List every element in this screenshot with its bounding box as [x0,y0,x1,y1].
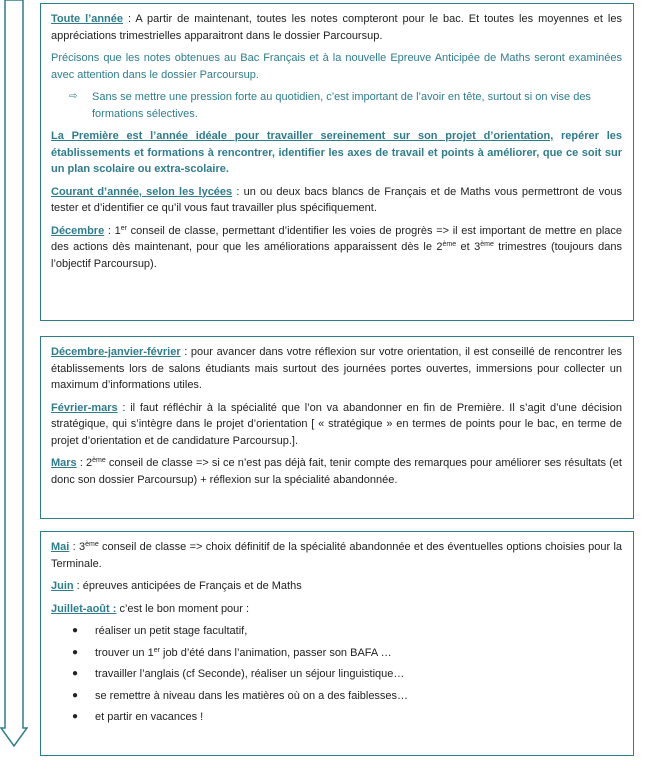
paragraph-premiere-ideal: La Première est l’année idéale pour travailler sereinement sur son projet d’orientation, repérer les établissements et formations à rencontrer, identifier les axes de travail et points à améliorer, que ce soit sur un plan scolaire ou extra-scolaire. [51,130,622,175]
note-text: Sans se mettre une pression forte au quotidien, c’est important de l’avoir en tête, surtout si on vise des formations sélectives. [92,91,591,120]
label-during-year: Courant d’année, selon les lycées [51,185,233,198]
list-item: ● se remettre à niveau dans les matières où on a des faiblesses… [51,688,622,705]
label-summer: Juillet-août : [51,602,117,615]
paragraph-december: Décembre : 1er conseil de classe, permettant d’identifier les voies de progrès => il est important de mettre en place des actions dès maintenant, pour que les améliorations apparaissent dès le 2ème et 3ème trimestres (toujours dans l’objectif Parcoursup). [51,224,622,270]
paragraph-june: Juin : épreuves anticipées de Français et de Maths [51,580,302,592]
list-item: ● travailler l’anglais (cf Seconde), réaliser un séjour linguistique… [51,666,622,683]
bullet-icon: ● [72,646,79,658]
label-dec-jan-feb: Décembre-janvier-février [51,346,181,358]
section-first-term [40,3,634,321]
section-winter-spring [40,336,634,519]
paragraph-bac-notes: Précisons que les notes obtenues au Bac Français et à la nouvelle Epreuve Anticipée de Maths seront examinées avec attention dans le dossier Parcoursup. [51,52,622,81]
list-item: ● trouver un 1er job d’été dans l’animation, passer son BAFA … [51,645,622,662]
list-item: ● et partir en vacances ! [51,709,622,726]
bullet-icon: ● [72,711,79,722]
label-feb-mar: Février-mars [51,401,118,414]
bullet-icon: ● [72,689,79,701]
summer-list [51,623,622,726]
label-march: Mars [51,457,77,469]
bullet-icon: ● [72,668,79,679]
paragraph-dec-jan-feb: Décembre-janvier-février : pour avancer dans votre réflexion sur votre orientation, il est conseillé de rencontrer les établissements lors de salons étudiants mais surtout des journées portes ouvertes, immersions pour collecter un maximum d’informations utiles. [51,346,622,391]
note-item [69,89,622,122]
timeline-arrow-icon [0,0,28,750]
paragraph-during-year: Courant d’année, selon les lycées : un ou deux bacs blancs de Français et de Maths vous permettront de vous tester et d’identifier ce qu’il vous faut travailler plus spécifiquement. [51,185,622,214]
paragraph-march: Mars : 2ème conseil de classe => si ce n’est pas déjà fait, tenir compte des remarques pour améliorer ses résultats (et donc son dossier Parcoursup) + réflexion sur la spécialité abandonnée. [51,457,622,486]
paragraph-all-year: Toute l’année : A partir de maintenant, toutes les notes compteront pour le bac. Et toutes les moyennes et les appréciations trimestrielles apparaitront dans le dossier Parcoursup. [51,13,622,42]
section-end-of-year [40,531,634,756]
label-all-year: Toute l’année [51,13,123,25]
paragraph-may: Mai : 3ème conseil de classe => choix définitif de la spécialité abandonnée et des éventuelles options choisies pour la Terminale. [51,541,623,570]
list-item: ● réaliser un petit stage facultatif, [51,623,622,640]
label-december: Décembre [51,224,105,237]
paragraph-summer: Juillet-août : c’est le bon moment pour : [51,602,250,615]
paragraph-feb-mar: Février-mars : il faut réfléchir à la spécialité que l’on va abandonner en fin de Première. Il s’agit d’une décision stratégique, qui s’intègre dans le projet d’orientation [ « stratégique » en termes de points pour le bac, en terme de projet d’orientation et de candidature Parcoursup.]. [51,401,622,447]
label-june: Juin [51,580,74,592]
arrow-right-icon: ⇨ [69,91,78,102]
bullet-icon: ● [72,625,79,636]
label-may: Mai [51,541,70,553]
